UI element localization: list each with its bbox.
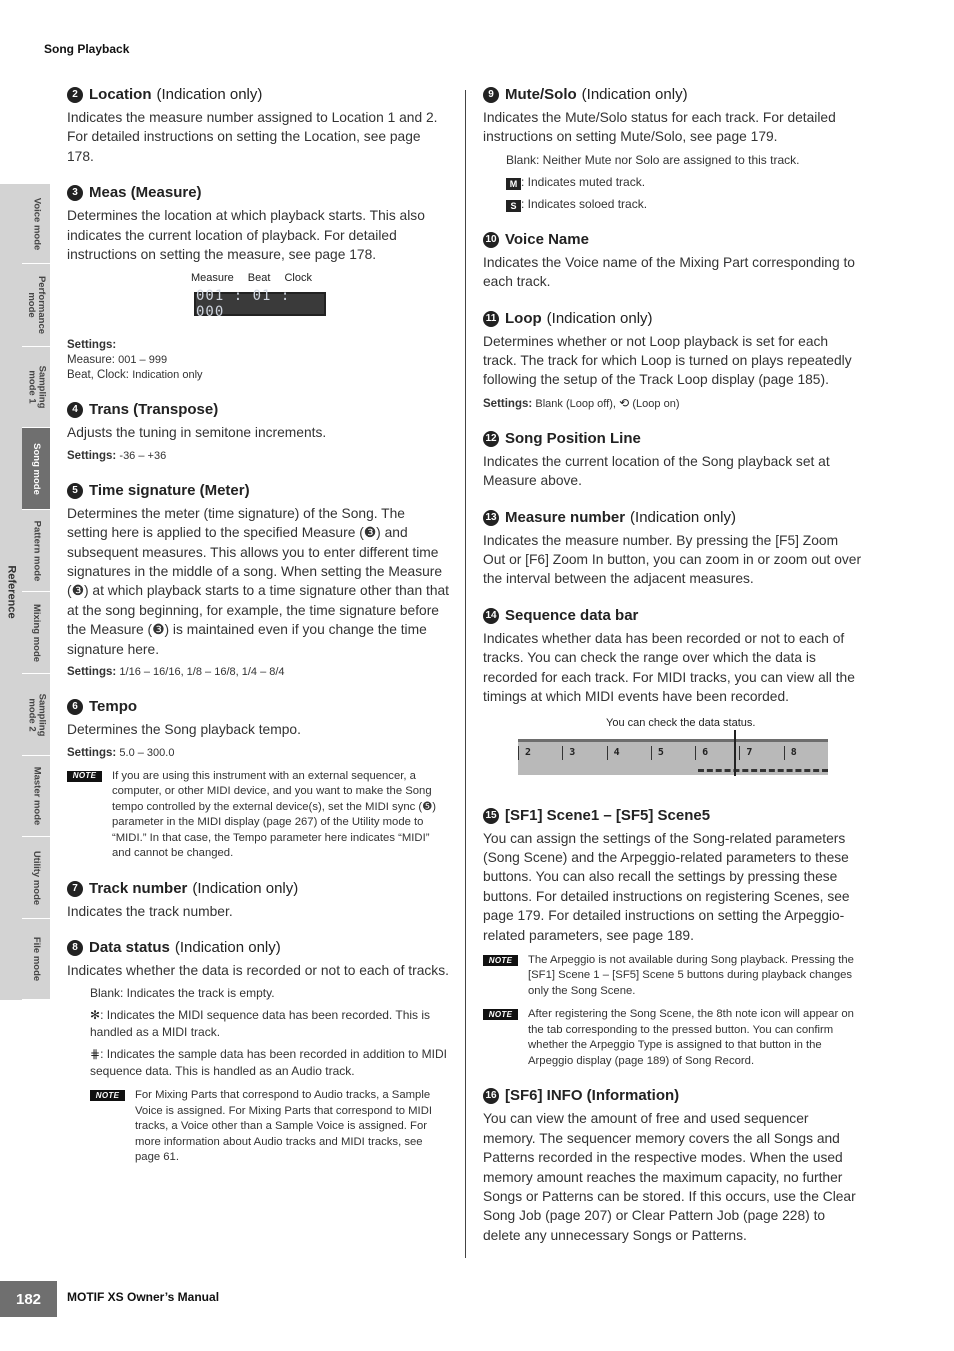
tab-label: File mode: [31, 936, 42, 982]
section-data-status: [67, 939, 449, 1166]
column-divider: [465, 90, 466, 1258]
lcd-readout: 001 : 01 : 000: [194, 292, 326, 316]
section-heading: Voice Name: [505, 230, 589, 248]
section-qualifier: (Indication only): [156, 86, 263, 103]
section-number: 9: [483, 87, 499, 103]
settings-block: [67, 338, 449, 383]
settings-block: [67, 746, 449, 761]
section-body: Indicates whether data has been recorded or not to each of tracks. You can check the range over which the data is recorded for each track. For MIDI tracks, you can view all the timings at which MIDI events have been recorded.: [483, 630, 855, 705]
section-location: [67, 86, 449, 166]
section-qualifier: (Indication only): [581, 86, 688, 103]
tab-label: Mixing mode: [31, 603, 42, 662]
note-icon: NOTE: [90, 1090, 125, 1101]
section-number: 6: [67, 699, 83, 715]
section-measure-number: [483, 509, 863, 589]
setting-value: (Loop on): [632, 397, 680, 410]
section-number: 2: [67, 87, 83, 103]
muted-text: : Indicates muted track.: [521, 174, 646, 189]
settings-block: [67, 665, 449, 680]
note-text: If you are using this instrument with an external sequencer, a computer, or other MIDI device, and you want to make the Song tempo controlled by the external device(s), set the MIDI sync (❺) parameter in the MIDI display (page 267) of the Utility mode to “MIDI.” In that case, the Tempo parameter here indicates “MIDI” and cannot be changed.: [112, 769, 437, 859]
tab-sampling-mode-1[interactable]: [22, 347, 50, 428]
measure-cell: 2: [518, 746, 562, 760]
solo-icon: S: [506, 200, 521, 212]
soloed-text: : Indicates soloed track.: [521, 196, 648, 211]
section-heading: [SF6] INFO (Information): [505, 1087, 680, 1105]
setting-value: -36 – +36: [119, 449, 167, 462]
section-body: Indicates the track number.: [67, 903, 233, 919]
note-icon: NOTE: [483, 955, 518, 966]
tab-voice-mode[interactable]: [22, 184, 50, 264]
section-heading: Song Position Line: [505, 429, 641, 447]
illustration-caption: You can check the data status.: [606, 716, 756, 729]
settings-label: Settings:: [67, 666, 117, 679]
settings-block: [67, 449, 449, 464]
section-body: Indicates the Voice name of the Mixing Part corresponding to each track.: [483, 254, 855, 290]
note-block: [483, 1007, 863, 1069]
section-heading: Mute/Solo: [505, 86, 577, 103]
tab-label: Sampling mode 2: [26, 693, 48, 736]
section-number: 13: [483, 510, 499, 526]
measure-cell: 6: [695, 746, 739, 760]
lcd-label-clock: Clock: [284, 272, 312, 285]
data-status-midi-text: : Indicates the MIDI sequence data has been recorded. This is handled as a MIDI track.: [90, 1008, 431, 1040]
note-block: [67, 769, 449, 862]
section-song-position-line: [483, 430, 863, 491]
section-body: You can assign the settings of the Song-related parameters (Song Scene) and the Arpeggio-related parameters to these buttons. You can also recall the settings by pressing these buttons. For detailed instructions on registering Scenes, see page 179. For detailed instructions on setting the Arpeggio-related parameters, see page 189.: [483, 830, 850, 943]
settings-label: Settings:: [67, 746, 117, 759]
manual-title: MOTIF XS Owner’s Manual: [67, 1290, 220, 1304]
note-text: After registering the Song Scene, the 8th note icon will appear on the tab corresponding to the pressed button. You can confirm whether the Arpeggio Type is assigned to that button in the Arpeggio display (page 189) of Song Record.: [528, 1008, 854, 1067]
setting-value: 001 – 999: [118, 354, 168, 367]
section-body: Indicates the measure number. By pressing the [F5] Zoom Out or [F6] Zoom In button, you can zoom in or zoom out over the interval between the adjacent measures.: [483, 532, 862, 587]
setting-value: Indication only: [132, 369, 203, 382]
note-icon: NOTE: [483, 1009, 518, 1020]
right-column: [483, 86, 863, 1263]
section-number: 4: [67, 402, 83, 418]
tab-pattern-mode[interactable]: [22, 510, 50, 592]
section-heading: Data status: [89, 938, 170, 956]
measure-cell: 4: [607, 746, 651, 760]
setting-name: Beat, Clock:: [67, 369, 129, 382]
section-number: 7: [67, 881, 83, 897]
section-qualifier: (Indication only): [546, 309, 653, 327]
song-position-line: [734, 730, 736, 776]
sequence-bar: [518, 739, 828, 775]
section-heading: Meas (Measure): [89, 184, 202, 202]
setting-name: Measure:: [67, 354, 115, 367]
section-heading: Measure number: [505, 508, 626, 526]
sequence-data-marks: [698, 769, 828, 772]
reference-label: [2, 184, 22, 1000]
data-status-blank: Blank: Indicates the track is empty.: [90, 986, 275, 1001]
tab-label: Pattern mode: [31, 520, 42, 581]
loop-icon: ⟲: [619, 395, 630, 410]
section-body: Adjusts the tuning in semitone increments.: [67, 425, 327, 441]
settings-label: Settings:: [483, 397, 533, 410]
tab-file-mode[interactable]: [22, 919, 50, 1000]
section-body: Indicates the current location of the Song playback set at Measure above.: [483, 453, 830, 489]
section-body: You can view the amount of free and used sequencer memory. The sequencer memory covers the all Songs and Patterns recorded in the respective modes. When the used memory amount reaches the maximum capacity, no further Songs or Patterns can be stored. If this occurs, use the Clear Song Job (page 207) or Clear Pattern Job (page 228) to delete any unnecessary Songs or Patterns.: [483, 1111, 856, 1243]
section-number: 8: [67, 940, 83, 956]
section-loop: [483, 310, 863, 412]
note-block: [90, 1088, 449, 1166]
section-number: 11: [483, 311, 499, 327]
tab-master-mode[interactable]: [22, 756, 50, 837]
note-text: For Mixing Parts that correspond to Audio tracks, a Sample Voice is assigned. For Mixing Parts that correspond to MIDI tracks, a Voice other than a Sample Voice is assigned. For more information about Audio tracks and MIDI tracks, see page 61.: [135, 1089, 432, 1164]
setting-value: 1/16 – 16/16, 1/8 – 16/8, 1/4 – 8/4: [119, 666, 285, 679]
mute-solo-muted: [506, 174, 863, 191]
settings-label: Settings:: [67, 449, 117, 462]
section-qualifier: (Indication only): [174, 938, 281, 956]
section-number: 16: [483, 1088, 499, 1104]
section-track-number: [67, 880, 449, 921]
section-transpose: [67, 401, 449, 463]
settings-block: [483, 396, 863, 412]
note-text: The Arpeggio is not available during Song playback. Pressing the [SF1] Scene 1 – [SF5] Scene 5 buttons during playback changes only the Song Scene.: [528, 953, 854, 997]
section-scene-buttons: [483, 807, 863, 1070]
audio-track-icon: ⋕: [90, 1047, 101, 1062]
page-number: 182: [0, 1281, 57, 1317]
lcd-label-measure: Measure: [191, 272, 234, 285]
setting-value: Blank (Loop off),: [535, 397, 616, 410]
section-number: 3: [67, 185, 83, 201]
section-heading: Trans (Transpose): [89, 401, 219, 419]
tab-sampling-mode-2[interactable]: [22, 674, 50, 756]
tab-label: Utility mode: [31, 850, 42, 905]
section-mute-solo: [483, 86, 863, 213]
data-status-audio: [90, 1046, 449, 1080]
section-number: 10: [483, 232, 499, 248]
tab-label: Performance mode: [26, 275, 47, 335]
tab-song-mode[interactable]: [22, 428, 50, 510]
reference-text: Reference: [6, 565, 19, 619]
data-status-audio-text: : Indicates the sample data has been recorded in addition to MIDI sequence data. This is handled as an Audio track.: [90, 1047, 447, 1079]
section-info: [483, 1087, 863, 1245]
section-body: Indicates whether the data is recorded or not to each of tracks.: [67, 962, 449, 978]
lcd-label-beat: Beat: [247, 272, 271, 285]
note-block: [483, 953, 863, 1000]
section-heading: Time signature (Meter): [89, 481, 250, 499]
mute-solo-soloed: [506, 196, 863, 213]
tab-performance-mode[interactable]: [22, 264, 50, 347]
section-heading: Sequence data bar: [505, 606, 639, 624]
settings-label: Settings:: [67, 339, 117, 352]
measure-cell: 8: [784, 746, 828, 760]
section-body: Indicates the measure number assigned to Location 1 and 2. For detailed instructions on setting the Location, see page 178.: [67, 110, 438, 164]
tab-label: Voice mode: [31, 197, 42, 250]
note-icon: NOTE: [67, 771, 102, 782]
section-body: Determines the location at which playback starts. This also indicates the current location of playback. For detailed instructions on setting the measure, see page 178.: [67, 208, 425, 263]
mute-icon: M: [506, 178, 521, 190]
section-measure: [67, 184, 449, 383]
section-heading: Track number: [89, 879, 188, 897]
section-number: 14: [483, 608, 499, 624]
tab-mixing-mode[interactable]: [22, 592, 50, 674]
left-column: [67, 86, 449, 1184]
measure-display-illustration: [67, 272, 449, 332]
section-number: 5: [67, 483, 83, 499]
section-heading: [SF1] Scene1 – [SF5] Scene5: [505, 806, 711, 824]
mute-solo-blank: Blank: Neither Mute nor Solo are assigned to this track.: [506, 152, 800, 167]
section-heading: Location: [89, 86, 152, 103]
section-qualifier: (Indication only): [630, 508, 736, 526]
measure-cell: 5: [651, 746, 695, 760]
measure-cell: 7: [739, 746, 783, 760]
section-heading: Loop: [505, 309, 542, 327]
section-body: Determines whether or not Loop playback is set for each track. The track for which Loop is turned on plays repeatedly following the setup of the Track Loop display (page 185).: [483, 333, 852, 388]
section-number: 15: [483, 808, 499, 824]
running-header: Song Playback: [44, 42, 130, 56]
measure-cell: 3: [562, 746, 606, 760]
section-body: Determines the Song playback tempo.: [67, 722, 301, 738]
section-time-signature: [67, 482, 449, 680]
section-heading: Tempo: [89, 698, 138, 716]
section-body: Determines the meter (time signature) of the Song. The setting here is applied to the specified Measure (❸) and subsequent measures. This allows you to enter different time signatures in the middle of a song. When setting the Measure (❸) at which playback starts to a time signature other than that at the song beginning, for example, the time signature before the Measure (❸) is maintained even if you change the time signature here.: [67, 505, 450, 657]
tab-label: Master mode: [31, 766, 43, 826]
section-voice-name: [483, 231, 863, 292]
section-tempo: [67, 698, 449, 861]
tab-utility-mode[interactable]: [22, 837, 50, 919]
midi-track-icon: ✻: [90, 1008, 101, 1023]
section-number: 12: [483, 431, 499, 447]
tab-label: Sampling mode 1: [26, 365, 48, 409]
sequence-bar-illustration: [483, 717, 863, 789]
data-status-midi: [90, 1007, 449, 1041]
section-body: Indicates the Mute/Solo status for each track. For detailed instructions on setting Mute/Solo, see page 179.: [483, 110, 836, 145]
section-qualifier: (Indication only): [192, 879, 299, 897]
tab-label: Song mode: [31, 442, 43, 495]
setting-value: 5.0 – 300.0: [119, 746, 175, 759]
section-sequence-data-bar: [483, 607, 863, 789]
